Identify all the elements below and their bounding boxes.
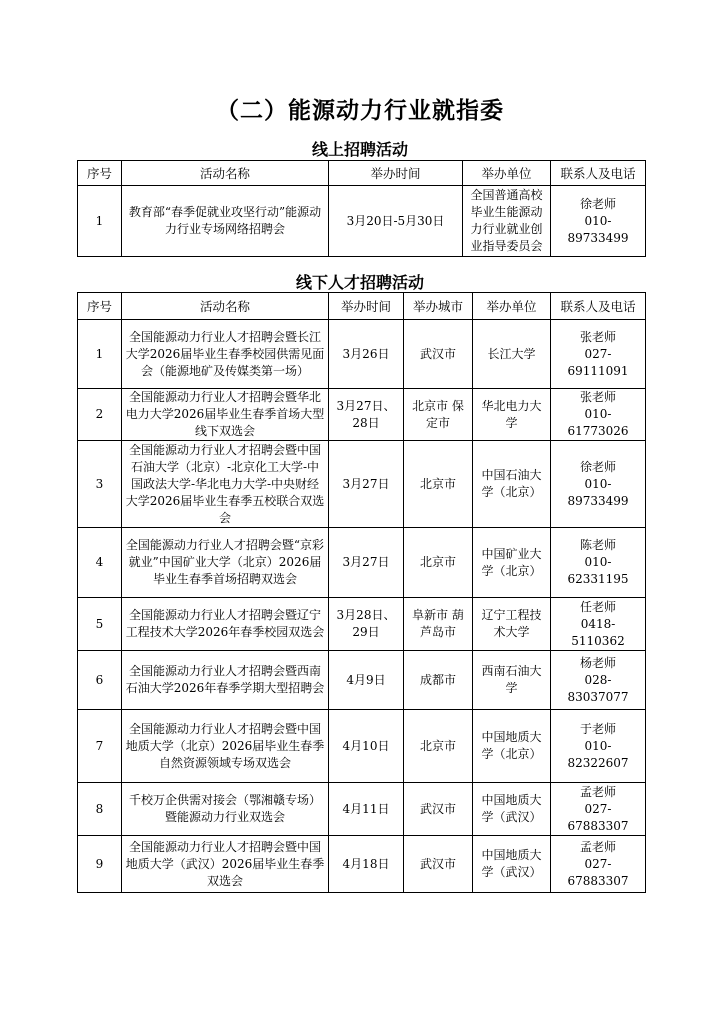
column-header: 联系人及电话 [551,161,646,186]
contact-cell [551,598,646,651]
row-number: 4 [78,528,122,598]
contact-cell [551,783,646,836]
activity-city: 阜新市 葫芦岛市 [404,598,473,651]
contact-person: 杨老师 [579,655,616,670]
contact-cell [551,320,646,389]
contact-person: 孟老师 [579,784,616,799]
row-number: 2 [78,389,122,441]
organizer: 全国普通高校毕业生能源动力行业就业创业指导委员会 [463,186,551,257]
organizer: 西南石油大学 [473,651,551,710]
organizer: 中国地质大学（武汉） [473,783,551,836]
contact-phone: 027-67883307 [567,856,629,888]
activity-time: 4月18日 [329,836,404,893]
row-number: 1 [78,186,122,257]
contact-person: 孟老师 [579,839,616,854]
column-header: 举办时间 [329,293,404,320]
column-header: 举办单位 [463,161,551,186]
contact-cell [551,186,646,257]
activity-name: 全国能源动力行业人才招聘会暨中国地质大学（北京）2026届毕业生春季自然资源领域专场双选会 [122,710,329,783]
activity-time: 3月20日-5月30日 [329,186,463,257]
organizer: 中国石油大学（北京） [473,441,551,528]
table-header-row [78,161,646,186]
contact-cell [551,836,646,893]
contact-person: 张老师 [579,329,616,344]
contact-phone: 028-83037077 [567,672,629,704]
column-header: 举办单位 [473,293,551,320]
contact-phone: 027-69111091 [567,346,629,378]
contact-cell [551,389,646,441]
table-row [78,186,646,257]
column-header: 序号 [78,161,122,186]
column-header: 举办城市 [404,293,473,320]
activity-name: 全国能源动力行业人才招聘会暨长江大学2026届毕业生春季校园供需见面会（能源地矿及传媒类第一场） [122,320,329,389]
organizer: 长江大学 [473,320,551,389]
activity-time: 3月27日 [329,441,404,528]
activity-name: 全国能源动力行业人才招聘会暨华北电力大学2026届毕业生春季首场大型线下双选会 [122,389,329,441]
table-row [78,320,646,389]
contact-cell [551,441,646,528]
organizer: 中国矿业大学（北京） [473,528,551,598]
offline-section-heading: 线下人才招聘活动 [295,273,424,292]
activity-name: 全国能源动力行业人才招聘会暨西南石油大学2026年春季学期大型招聘会 [122,651,329,710]
contact-person: 徐老师 [579,196,616,211]
contact-phone: 010-89733499 [567,476,629,508]
table-row [78,598,646,651]
contact-person: 徐老师 [579,459,616,474]
row-number: 1 [78,320,122,389]
activity-name: 全国能源动力行业人才招聘会暨辽宁工程技术大学2026年春季校园双选会 [122,598,329,651]
organizer: 辽宁工程技术大学 [473,598,551,651]
contact-phone: 010-82322607 [567,738,629,770]
column-header: 举办时间 [329,161,463,186]
activity-name: 千校万企供需对接会（鄂湘赣专场）暨能源动力行业双选会 [122,783,329,836]
organizer: 中国地质大学（北京） [473,710,551,783]
page-title: （二）能源动力行业就指委 [216,97,504,124]
organizer: 华北电力大学 [473,389,551,441]
activity-city: 北京市 [404,528,473,598]
column-header: 联系人及电话 [551,293,646,320]
row-number: 7 [78,710,122,783]
activity-city: 北京市 [404,441,473,528]
online-recruitment-table [77,160,646,257]
contact-phone: 0418-5110362 [571,616,625,648]
contact-person: 张老师 [579,390,616,404]
column-header: 活动名称 [122,161,329,186]
contact-cell [551,528,646,598]
table-row [78,836,646,893]
contact-cell [551,710,646,783]
activity-name: 全国能源动力行业人才招聘会暨中国地质大学（武汉）2026届毕业生春季双选会 [122,836,329,893]
row-number: 5 [78,598,122,651]
contact-cell [551,651,646,710]
activity-name: 教育部“春季促就业攻坚行动”能源动力行业专场网络招聘会 [122,186,329,257]
contact-phone: 027-67883307 [567,801,629,833]
table-row [78,528,646,598]
contact-phone: 010-89733499 [567,213,629,245]
column-header: 活动名称 [122,293,329,320]
activity-city: 武汉市 [404,783,473,836]
organizer: 中国地质大学（武汉） [473,836,551,893]
activity-city: 北京市 保定市 [404,389,473,441]
activity-time: 4月10日 [329,710,404,783]
table-row [78,783,646,836]
row-number: 8 [78,783,122,836]
activity-time: 3月27日、28日 [329,389,404,441]
activity-city: 成都市 [404,651,473,710]
table-row [78,651,646,710]
contact-phone: 010-61773026 [567,407,629,438]
activity-time: 3月27日 [329,528,404,598]
activity-time: 4月9日 [329,651,404,710]
online-section-heading: 线上招聘活动 [311,140,408,159]
table-header-row [78,293,646,320]
column-header: 序号 [78,293,122,320]
row-number: 9 [78,836,122,893]
contact-phone: 010-62331195 [567,555,629,586]
table-row [78,441,646,528]
contact-person: 任老师 [579,599,616,614]
activity-time: 3月28日、29日 [329,598,404,651]
activity-name: 全国能源动力行业人才招聘会暨“京彩就业”中国矿业大学（北京）2026届毕业生春季首场招聘双选会 [122,528,329,598]
contact-person: 陈老师 [579,538,616,552]
row-number: 3 [78,441,122,528]
activity-city: 武汉市 [404,320,473,389]
activity-time: 3月26日 [329,320,404,389]
table-row [78,710,646,783]
activity-city: 武汉市 [404,836,473,893]
offline-recruitment-table [77,292,646,893]
contact-person: 于老师 [579,721,616,736]
row-number: 6 [78,651,122,710]
table-row [78,389,646,441]
activity-time: 4月11日 [329,783,404,836]
activity-name: 全国能源动力行业人才招聘会暨中国石油大学（北京）-北京化工大学-中国政法大学-华北电力大学-中央财经大学2026届毕业生春季五校联合双选会 [122,441,329,528]
activity-city: 北京市 [404,710,473,783]
